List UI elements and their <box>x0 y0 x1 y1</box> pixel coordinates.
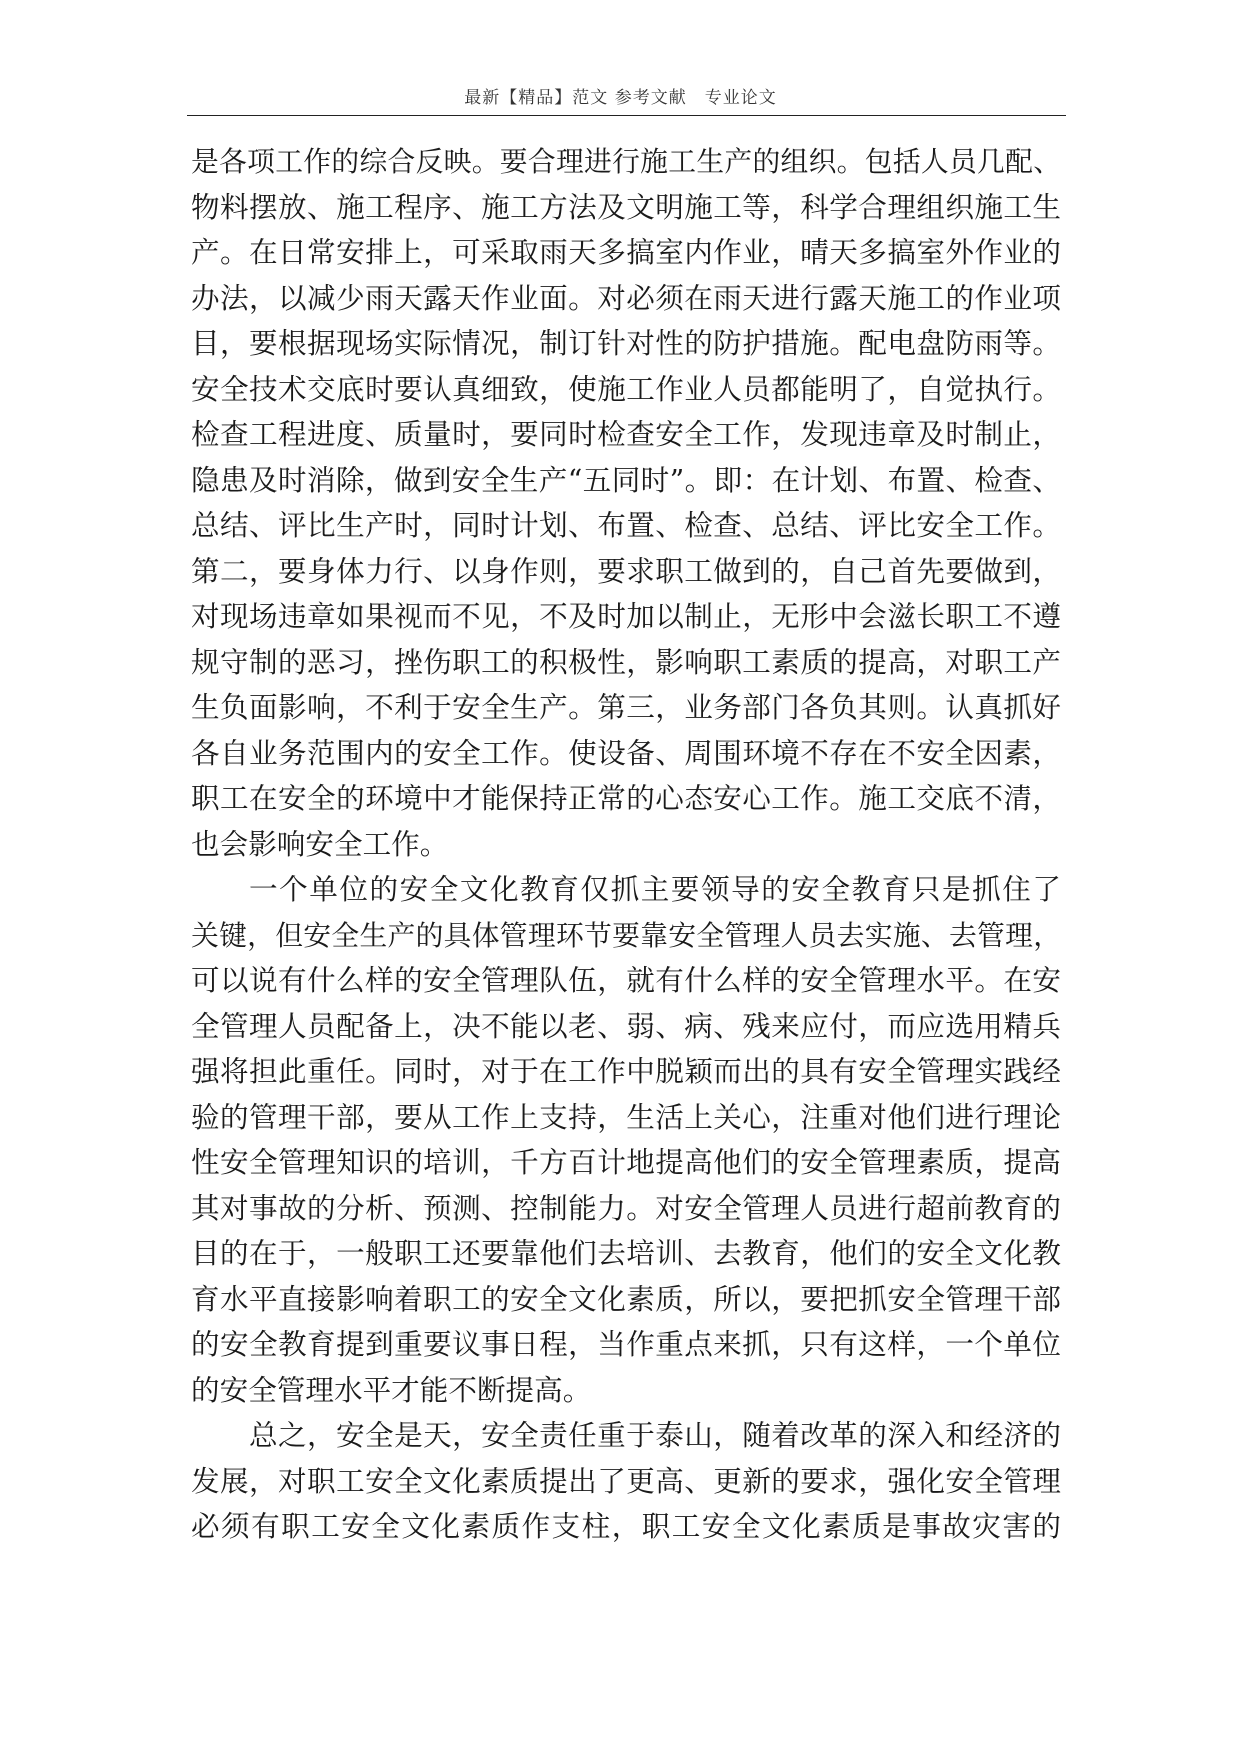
text-line: 验的管理干部，要从工作上支持，生活上关心，注重对他们进行理论 <box>191 1099 1061 1134</box>
text-line: 隐患及时消除，做到安全生产“五同时”。即：在计划、布置、检查、 <box>191 462 1061 497</box>
text-line: 全管理人员配备上，决不能以老、弱、病、残来应付，而应选用精兵 <box>191 1008 1061 1043</box>
text-line: 性安全管理知识的培训，千方百计地提高他们的安全管理素质，提高 <box>191 1145 1061 1179</box>
text-line: 其对事故的分析、预测、控制能力。对安全管理人员进行超前教育的 <box>191 1190 1061 1225</box>
text-line: 办法，以减少雨天露天作业面。对必须在雨天进行露天施工的作业项 <box>191 280 1061 315</box>
text-line: 可以说有什么样的安全管理队伍，就有什么样的安全管理水平。在安 <box>191 963 1061 997</box>
text-line: 检查工程进度、质量时，要同时检查安全工作，发现违章及时制止， <box>191 417 1061 451</box>
text-line: 目，要根据现场实际情况，制订针对性的防护措施。配电盘防雨等。 <box>191 326 1061 360</box>
text-line: 强将担此重任。同时，对于在工作中脱颖而出的具有安全管理实践经 <box>191 1054 1061 1088</box>
text-line: 安全技术交底时要认真细致，使施工作业人员都能明了，自觉执行。 <box>191 371 1061 406</box>
text-line: 规守制的恶习，挫伤职工的积极性，影响职工素质的提高，对职工产 <box>191 644 1061 679</box>
text-line: 也会影响安全工作。 <box>191 826 449 861</box>
text-line: 生负面影响，不利于安全生产。第三，业务部门各负其则。认真抓好 <box>191 690 1061 724</box>
text-line: 必须有职工安全文化素质作支柱，职工安全文化素质是事故灾害的 <box>191 1509 1061 1543</box>
text-line: 的安全教育提到重要议事日程，当作重点来抓，只有这样，一个单位 <box>191 1327 1061 1361</box>
text-line: 育水平直接影响着职工的安全文化素质，所以，要把抓安全管理干部 <box>191 1281 1061 1316</box>
text-line: 关键，但安全生产的具体管理环节要靠安全管理人员去实施、去管理， <box>191 918 1061 952</box>
text-line: 第二，要身体力行、以身作则，要求职工做到的，自己首先要做到， <box>191 553 1061 588</box>
paragraph-first-line: 总之，安全是天，安全责任重于泰山，随着改革的深入和经济的 <box>249 1418 1061 1452</box>
page-header: 最新【精品】范文 参考文献 专业论文 <box>464 88 777 108</box>
text-line: 物料摆放、施工程序、施工方法及文明施工等，科学合理组织施工生 <box>191 189 1061 224</box>
text-line: 对现场违章如果视而不见，不及时加以制止，无形中会滋长职工不遵 <box>191 599 1061 633</box>
header-divider <box>187 115 1066 116</box>
text-line: 目的在于，一般职工还要靠他们去培训、去教育，他们的安全文化教 <box>191 1236 1061 1270</box>
text-line: 是各项工作的综合反映。要合理进行施工生产的组织。包括人员几配、 <box>191 145 1061 178</box>
document-body <box>191 139 1061 1550</box>
text-line: 的安全管理水平才能不断提高。 <box>191 1372 592 1407</box>
text-line: 总结、评比生产时，同时计划、布置、检查、总结、评比安全工作。 <box>191 508 1061 542</box>
text-line: 发展，对职工安全文化素质提出了更高、更新的要求，强化安全管理 <box>191 1463 1061 1498</box>
text-line: 职工在安全的环境中才能保持正常的心态安心工作。施工交底不清， <box>191 781 1061 815</box>
text-line: 各自业务范围内的安全工作。使设备、周围环境不存在不安全因素， <box>191 735 1061 770</box>
paragraph-first-line: 一个单位的安全文化教育仅抓主要领导的安全教育只是抓住了 <box>249 872 1061 906</box>
text-line: 产。在日常安排上，可采取雨天多搞室内作业，晴天多搞室外作业的 <box>191 235 1061 269</box>
